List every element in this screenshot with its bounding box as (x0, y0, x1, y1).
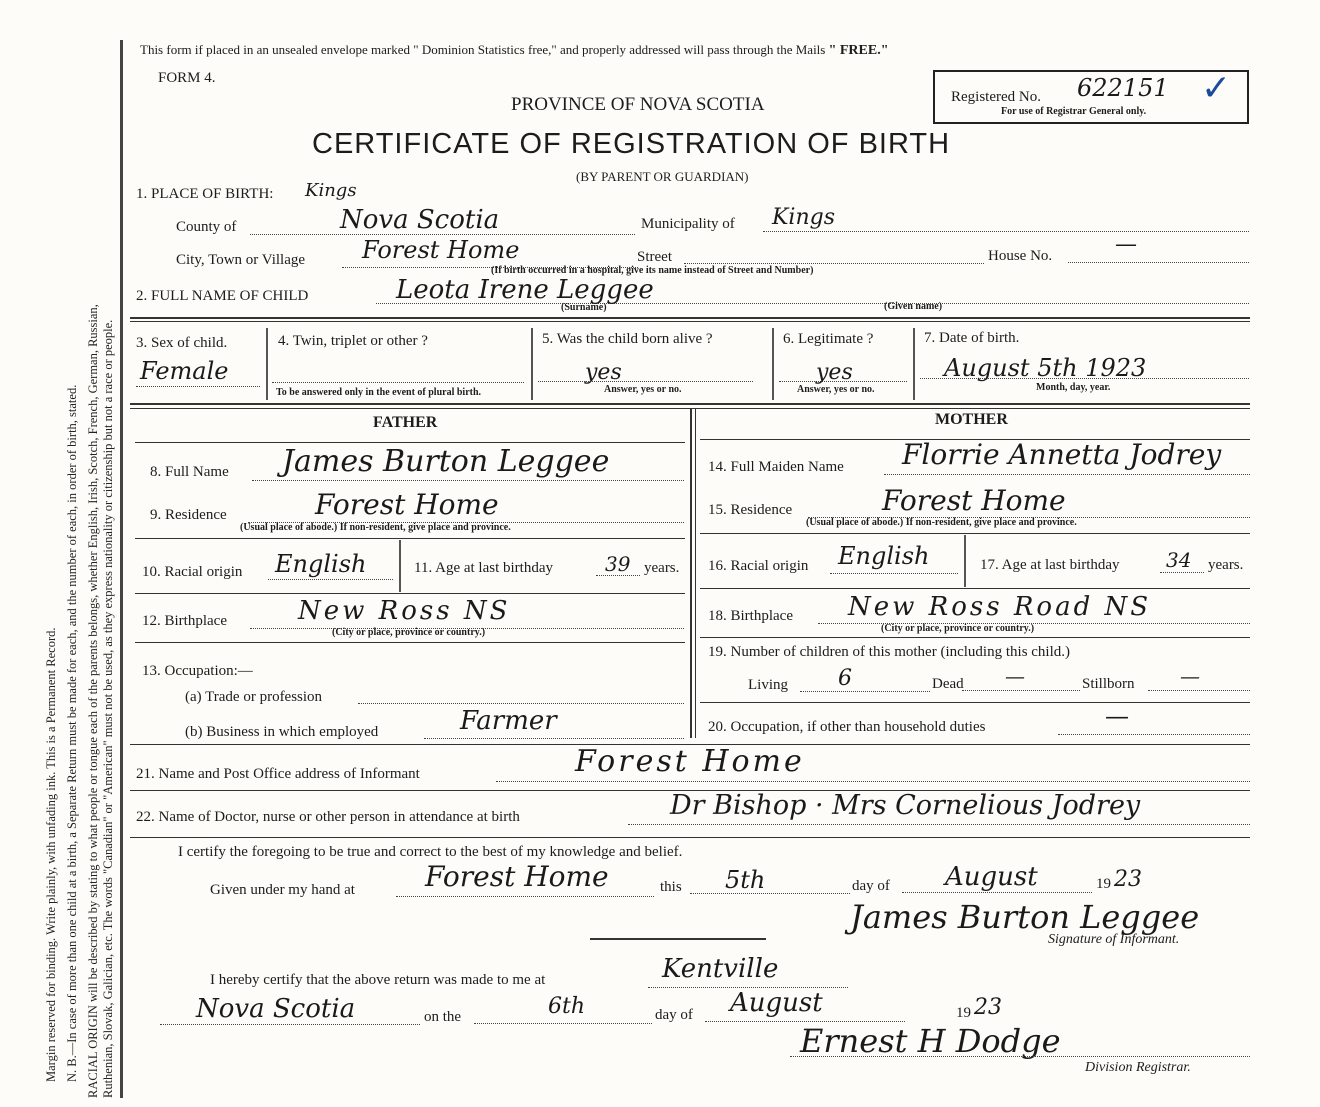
county-value: Nova Scotia (340, 205, 500, 235)
child-name-label: 2. FULL NAME OF CHILD (136, 288, 309, 304)
mother-name-label: 14. Full Maiden Name (708, 459, 844, 475)
mother-age-years: years. (1208, 557, 1244, 573)
registrar-statement: I hereby certify that the above return was made to me at (210, 972, 546, 988)
divider-1b (130, 321, 1250, 322)
father-race-value: English (275, 550, 367, 578)
binding-margin-line (120, 40, 123, 1098)
this-label: this (660, 879, 682, 895)
hospital-note: (If birth occurred in a hospital, give its name instead of Street and Number) (491, 265, 814, 276)
column-divider (690, 408, 692, 738)
registrar-day-of-label: day of (655, 1007, 693, 1023)
municipality-label: Municipality of (641, 216, 735, 232)
registrar-title: Division Registrar. (1085, 1060, 1191, 1075)
mother-occupation-label: 20. Occupation, if other than household duties (708, 719, 986, 735)
attendant-label: 22. Name of Doctor, nurse or other person in attendance at birth (136, 809, 520, 825)
mother-race-label: 16. Racial origin (708, 558, 809, 574)
mother-heading: MOTHER (935, 411, 1008, 428)
registered-box (933, 70, 1249, 124)
alive-label: 5. Was the child born alive ? (542, 331, 713, 347)
margin-note-plural-birth: N. B.—In case of more than one child at a birth, a Separate Return must be made for each, and the number of each, in order of birth, stated. (65, 384, 79, 1082)
county-label: County of (176, 219, 237, 235)
day-value: 5th (725, 866, 766, 894)
registrar-year-prefix: 19 (956, 1005, 971, 1021)
dead-value: — (1005, 664, 1025, 688)
divider-2 (130, 403, 1250, 405)
mother-residence-value: Forest Home (882, 484, 1066, 517)
father-residence-label: 9. Residence (150, 507, 227, 523)
municipality-value: Kings (772, 205, 836, 230)
month-value: August (945, 862, 1038, 892)
registered-value: 622151 (1077, 74, 1169, 102)
father-age-label: 11. Age at last birthday (414, 560, 553, 576)
dob-note: Month, day, year. (1036, 382, 1111, 393)
street-label: Street (637, 249, 672, 265)
father-residence-value: Forest Home (315, 488, 499, 521)
mother-occupation-value: — (1105, 702, 1129, 730)
day-of-label: day of (852, 878, 890, 894)
informant-label: 21. Name and Post Office address of Informant (136, 766, 420, 782)
father-race-label: 10. Racial origin (142, 564, 243, 580)
alive-note: Answer, yes or no. (604, 384, 682, 395)
legitimate-note: Answer, yes or no. (797, 384, 875, 395)
father-heading: FATHER (373, 414, 438, 431)
father-trade-label: (a) Trade or profession (185, 689, 323, 705)
column-divider-b (695, 408, 696, 738)
mother-birthplace-value: New Ross Road NS (848, 592, 1152, 622)
mother-name-value: Florrie Annetta Jodrey (902, 438, 1222, 471)
mother-age-value: 34 (1166, 548, 1192, 572)
father-age-value: 39 (605, 552, 631, 576)
registrar-note: For use of Registrar General only. (1001, 106, 1147, 117)
given-name-note: (Given name) (884, 301, 943, 312)
sex-value: Female (140, 357, 229, 385)
mother-residence-note: (Usual place of abode.) If non-resident, give place and province. (806, 517, 1077, 528)
dead-label: Dead (932, 676, 964, 692)
house-label: House No. (988, 248, 1053, 264)
living-label: Living (748, 677, 788, 693)
city-value: Forest Home (362, 236, 520, 264)
certification-statement: I certify the foregoing to be true and correct to the best of my knowledge and belief. (178, 844, 683, 860)
margin-note-binding: Margin reserved for binding. Write plainly, with unfading ink. This is a Permanent Record. (44, 627, 58, 1082)
mother-birthplace-label: 18. Birthplace (708, 608, 793, 624)
mail-notice: This form if placed in an unsealed envelope marked " Dominion Statistics free," and properly addressed will pass through the Mails " FREE." (140, 42, 889, 58)
registrar-year: 23 (974, 995, 1002, 1020)
dob-value: August 5th 1923 (944, 354, 1147, 382)
margin-note-racial-origin-2: Ruthenian, Slovak, Galician, etc. The words "Canadian" or "American" must not be used, as they express nationality or citizenship but not a race or people. (101, 319, 115, 1098)
mother-residence-label: 15. Residence (708, 502, 793, 518)
margin-note-racial-origin: RACIAL ORIGIN will be described by stating to what people or tongue each of the parents belongs, whether English, Irish, Scotch, French, German, Russian, (86, 304, 100, 1098)
signature-label: Signature of Informant. (1048, 932, 1180, 947)
legitimate-value: yes (816, 360, 853, 385)
twin-label: 4. Twin, triplet or other ? (278, 333, 428, 349)
mother-age-label: 17. Age at last birthday (980, 557, 1120, 573)
father-residence-note: (Usual place of abode.) If non-resident, give place and province. (240, 522, 511, 533)
twin-note: To be answered only in the event of plural birth. (276, 387, 482, 398)
dob-label: 7. Date of birth. (924, 330, 1020, 346)
certificate-title: CERTIFICATE OF REGISTRATION OF BIRTH (312, 128, 951, 160)
father-occupation-label: 13. Occupation:— (142, 663, 253, 679)
registrar-month: August (730, 988, 823, 1018)
county-above-value: Kings (305, 180, 357, 201)
place-of-birth-label: 1. PLACE OF BIRTH: (136, 186, 274, 202)
attendant-value: Dr Bishop · Mrs Cornelious Jodrey (670, 790, 1141, 821)
stillborn-value: — (1180, 664, 1200, 688)
certificate-subtitle: (BY PARENT OR GUARDIAN) (576, 169, 749, 184)
legitimate-label: 6. Legitimate ? (783, 331, 874, 347)
alive-value: yes (585, 360, 622, 385)
divider-1 (130, 317, 1250, 319)
informant-signature: James Burton Leggee (850, 898, 1200, 936)
informant-value: Forest Home (575, 744, 805, 779)
father-birthplace-value: New Ross NS (298, 596, 511, 626)
year-prefix: 19 (1096, 876, 1111, 892)
sex-label: 3. Sex of child. (136, 335, 228, 351)
registrar-province: Nova Scotia (196, 994, 356, 1024)
registrar-signature: Ernest H Dodge (800, 1022, 1061, 1060)
city-label: City, Town or Village (176, 252, 306, 268)
stillborn-label: Stillborn (1082, 676, 1135, 692)
mother-birthplace-note: (City or place, province or country.) (881, 623, 1035, 634)
registered-label: Registered No. (951, 89, 1041, 105)
checkmark-icon: ✓ (1201, 68, 1232, 109)
year-value: 23 (1114, 867, 1142, 892)
father-age-years: years. (644, 560, 680, 576)
father-business-value: Farmer (460, 706, 557, 736)
registrar-place: Kentville (662, 954, 779, 984)
surname-note: (Surname) (561, 302, 607, 313)
father-business-label: (b) Business in which employed (185, 724, 379, 740)
mother-race-value: English (838, 542, 930, 570)
father-name-value: James Burton Leggee (282, 444, 610, 479)
father-name-label: 8. Full Name (150, 464, 229, 480)
given-place: Forest Home (425, 860, 609, 893)
form-number: FORM 4. (158, 70, 216, 86)
father-birthplace-note: (City or place, province or country.) (332, 627, 486, 638)
on-the-label: on the (424, 1009, 462, 1025)
living-value: 6 (838, 666, 852, 691)
mother-children-label: 19. Number of children of this mother (including this child.) (708, 644, 1071, 660)
child-name-value: Leota Irene Leggee (396, 275, 654, 305)
registrar-day: 6th (548, 994, 586, 1019)
father-birthplace-label: 12. Birthplace (142, 613, 227, 629)
province-heading: PROVINCE OF NOVA SCOTIA (511, 94, 765, 115)
house-value: — (1115, 232, 1137, 257)
given-label: Given under my hand at (210, 882, 355, 898)
